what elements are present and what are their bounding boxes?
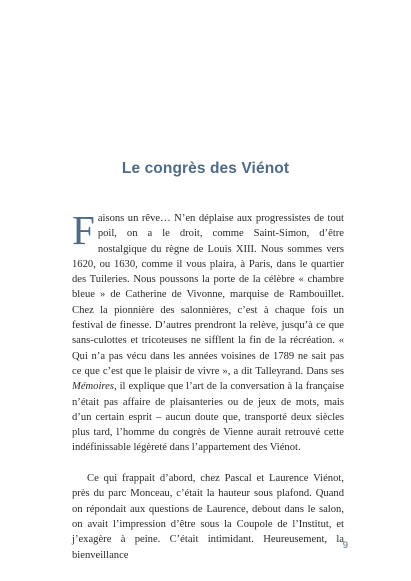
paragraph-1-part-2: , il explique que l’art de la conversation à la française n’était pas affaire de plaisanteries ou de jeux de mots, mais d’un certain esprit – aucun doute que, transporté deux siècles plus tard, l’homme du congrès de Vienne aurait retrouvé cette indéfinissable légèreté dans l’appartement des Viénot. (72, 381, 344, 454)
drop-cap: F (72, 207, 95, 253)
paragraph-2: Ce qui frappait d’abord, chez Pascal et Laurence Viénot, près du parc Monceau, c’était la hauteur sous plafond. Quand on répondait aux questions de Laurence, debout dans le salon, on avait l’impression d’être sous la Coupole de l’Institut, et j’exagère à peine. C’était intimidant. Heureusement, la bienveillance (72, 473, 344, 561)
page-number: 9 (342, 540, 348, 551)
chapter-title: Le congrès des Viénot (121, 160, 290, 177)
book-title-memoires: Mémoires (72, 381, 114, 393)
paragraph-1 (72, 207, 344, 456)
body-text (72, 207, 344, 563)
paragraph-1-part-1: aisons un rêve… N’en déplaise aux progressistes de tout poil, on a le droit, comme Saint-Simon, d’être nostalgique du règne de Louis XIII. Nous sommes vers 1620, ou 1630, comme il vous plaira, à Paris, dans le quartier des Tuileries. Nous poussons la porte de la célèbre « chambre bleue » de Catherine de Vivonne, marquise de Rambouillet. Chez la pionnière des salonnières, c’est à chaque fois un festival de finesse. D’autres prendront la relève, jusqu’à ce que sans-culottes et tricoteuses ne sifflent la fin de la récréation. « Qui n’a pas vécu dans les années voisines de 1789 ne sait pas ce que c’est que le plaisir de vivre », a dit Talleyrand. Dans ses (72, 213, 344, 377)
